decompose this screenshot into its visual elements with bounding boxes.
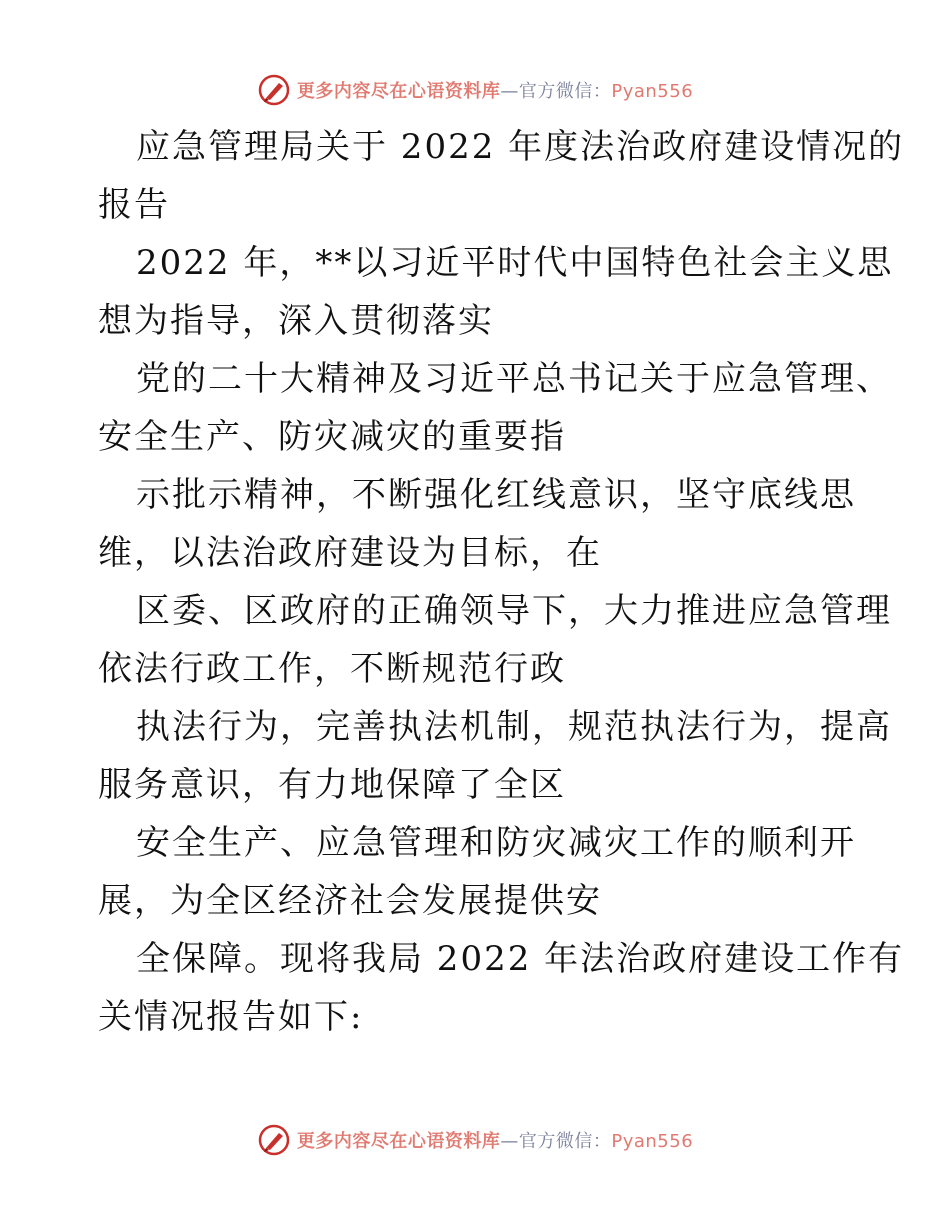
- paragraph-line: 执法行为，完善执法机制，规范执法行为，提高: [136, 707, 892, 747]
- document-title-line-2: 报告: [98, 185, 170, 225]
- watermark-dash: —: [500, 1131, 519, 1152]
- watermark-side-text: 官方微信：: [518, 1131, 612, 1152]
- watermark-id: Pyan556: [611, 81, 694, 102]
- paragraph-line: 安全生产、防灾减灾的重要指: [98, 417, 566, 457]
- paragraph-line: 党的二十大精神及习近平总书记关于应急管理、: [136, 359, 892, 399]
- pen-logo-icon: [257, 73, 291, 107]
- paragraph-line: 展，为全区经济社会发展提供安: [98, 881, 602, 921]
- document-title-line-1: 应急管理局关于 2022 年度法治政府建设情况的: [136, 127, 905, 167]
- paragraph-line: 区委、区政府的正确领导下，大力推进应急管理: [136, 591, 892, 631]
- paragraph-line: 服务意识，有力地保障了全区: [98, 765, 566, 805]
- watermark-id: Pyan556: [611, 1131, 694, 1152]
- paragraph-line: 依法行政工作，不断规范行政: [98, 649, 566, 689]
- paragraph-line: 示批示精神，不断强化红线意识，坚守底线思: [136, 475, 856, 515]
- watermark-dash: —: [500, 81, 519, 102]
- paragraph-line: 安全生产、应急管理和防灾减灾工作的顺利开: [136, 823, 856, 863]
- watermark-side-text: 官方微信：: [518, 81, 612, 102]
- document-body: [98, 118, 905, 1046]
- paragraph-line: 2022 年，**以习近平时代中国特色社会主义思: [136, 243, 894, 283]
- watermark-main-text: 更多内容尽在心语资料库: [296, 1131, 501, 1152]
- watermark-footer: [0, 1122, 950, 1158]
- paragraph-line: 维，以法治政府建设为目标，在: [98, 533, 602, 573]
- paragraph-line: 想为指导，深入贯彻落实: [98, 301, 494, 341]
- paragraph-line: 关情况报告如下:: [98, 997, 364, 1037]
- paragraph-line: 全保障。现将我局 2022 年法治政府建设工作有: [136, 939, 905, 979]
- watermark-main-text: 更多内容尽在心语资料库: [296, 81, 501, 102]
- watermark-header: [0, 72, 950, 108]
- pen-logo-icon: [257, 1123, 291, 1157]
